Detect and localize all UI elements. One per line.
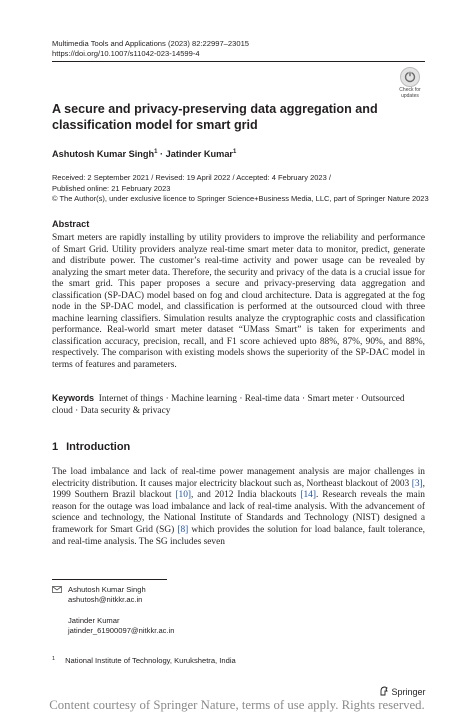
history-dates: Received: 2 September 2021 / Revised: 19 April 2022 / Accepted: 4 February 2023 / <box>52 173 331 182</box>
keywords-list: Internet of things · Machine learning · Real-time data · Smart meter · Outsourced cloud · Data security & privacy <box>52 394 405 416</box>
citation-link[interactable]: [8] <box>177 524 189 535</box>
abstract-heading: Abstract <box>52 219 90 229</box>
author-affiliation-mark: 1 <box>233 149 237 155</box>
author-separator: · <box>157 149 166 159</box>
author-affiliation-mark: 1 <box>154 149 158 155</box>
publisher-name: Springer <box>391 687 426 697</box>
keywords <box>52 393 425 417</box>
contact-name: Jatinder Kumar <box>68 615 120 625</box>
history-published: Published online: 21 February 2023 <box>52 183 171 193</box>
header-rule <box>52 61 425 62</box>
envelope-icon <box>52 586 62 596</box>
article-title: A secure and privacy-preserving data aggregation and classification model for smart grid <box>52 102 378 132</box>
keywords-label: Keywords <box>52 393 95 403</box>
section-title: Introduction <box>66 441 131 453</box>
citation-link[interactable]: [10] <box>175 490 192 501</box>
author-line <box>52 146 236 160</box>
courtesy-watermark: Content courtesy of Springer Nature, terms of use apply. Rights reserved. <box>49 698 425 712</box>
citation-link[interactable]: [3] <box>411 478 423 489</box>
intro-text: , 1999 Southern Brazil blackout <box>52 478 425 501</box>
intro-text: . Research reveals the main reason for the outage was load imbalance and lack of real-time analysis. With the advancement of science and technology, the National Institute of Standards and Technology (NIST) designed a framework for Smart Grid (SG) <box>52 490 425 535</box>
citation-link[interactable]: [14] <box>300 490 316 501</box>
check-for-updates-label: Check for updates <box>399 87 421 99</box>
check-for-updates-badge[interactable] <box>395 67 425 101</box>
author-name[interactable]: Jatinder Kumar <box>165 149 234 159</box>
affiliation-number: 1 <box>52 656 56 662</box>
author-name[interactable]: Ashutosh Kumar Singh <box>52 149 155 159</box>
springer-horse-icon <box>379 687 392 697</box>
contact-list <box>68 585 175 637</box>
contact-email[interactable]: jatinder_61900097@nitkkr.ac.in <box>68 626 175 636</box>
affiliation-text: National Institute of Technology, Kurukshetra, India <box>65 656 236 665</box>
contact-spacer <box>68 606 175 616</box>
intro-text: The load imbalance and lack of real-time power management analysis are major challenges in electricity distribution. It causes major electricity blackout such as, Northeast blackout of 2003 <box>52 467 425 489</box>
journal-citation: Multimedia Tools and Applications (2023) 82:22997–23015 <box>52 39 250 48</box>
affiliation-note <box>52 656 236 665</box>
doi-link[interactable]: https://doi.org/10.1007/s11042-023-14599-4 <box>52 49 200 58</box>
contact-name: Ashutosh Kumar Singh <box>68 585 146 594</box>
article-history <box>52 173 429 205</box>
footnote-rule <box>52 579 167 580</box>
intro-text: , and 2012 India blackouts <box>191 490 301 501</box>
section-number: 1 <box>52 441 59 453</box>
introduction-paragraph <box>52 467 425 548</box>
check-for-updates-icon <box>400 67 420 87</box>
abstract-text: Smart meters are rapidly installing by utility providers to improve the reliability and performance of Smart Grid. Utility providers analyze real-time smart meter data to monitor, predict, generate and distribute power. The customer’s real-time activity and power usage can be revealed by analyzing the smart meter data. Therefore, the security and privacy of the data is a crucial issue for the smart grid. This paper proposes a secure and privacy-preserving data aggregation and classification (SP-DAC) model based on fog and cloud architecture. Data is aggregated at the fog node in the SP-DAC model, and classification is performed at the outsourced cloud with three machine learning classifiers. Simulation results analyze the cryptographic costs and classification performance. Real-world smart meter dataset “UMass Smart” is taken for experiments and classification accuracy, precision, recall, and F1 score achieved upto 88%, 87%, 90%, and 88%, respectively. The comparison with existing models shows the superiority of the SP-DAC model in terms of features and parameters. <box>52 233 425 371</box>
contact-email[interactable]: ashutosh@nitkkr.ac.in <box>68 595 143 605</box>
publisher-logo <box>379 686 426 697</box>
intro-text: which provides the solution for load balance, fault tolerance, and real-time analysis. The SG includes seven <box>52 524 425 547</box>
journal-header <box>52 39 249 59</box>
section-heading <box>52 441 130 453</box>
copyright-line: © The Author(s), under exclusive licence to Springer Science+Business Media, LLC, part of Springer Nature 2023 <box>52 194 429 203</box>
